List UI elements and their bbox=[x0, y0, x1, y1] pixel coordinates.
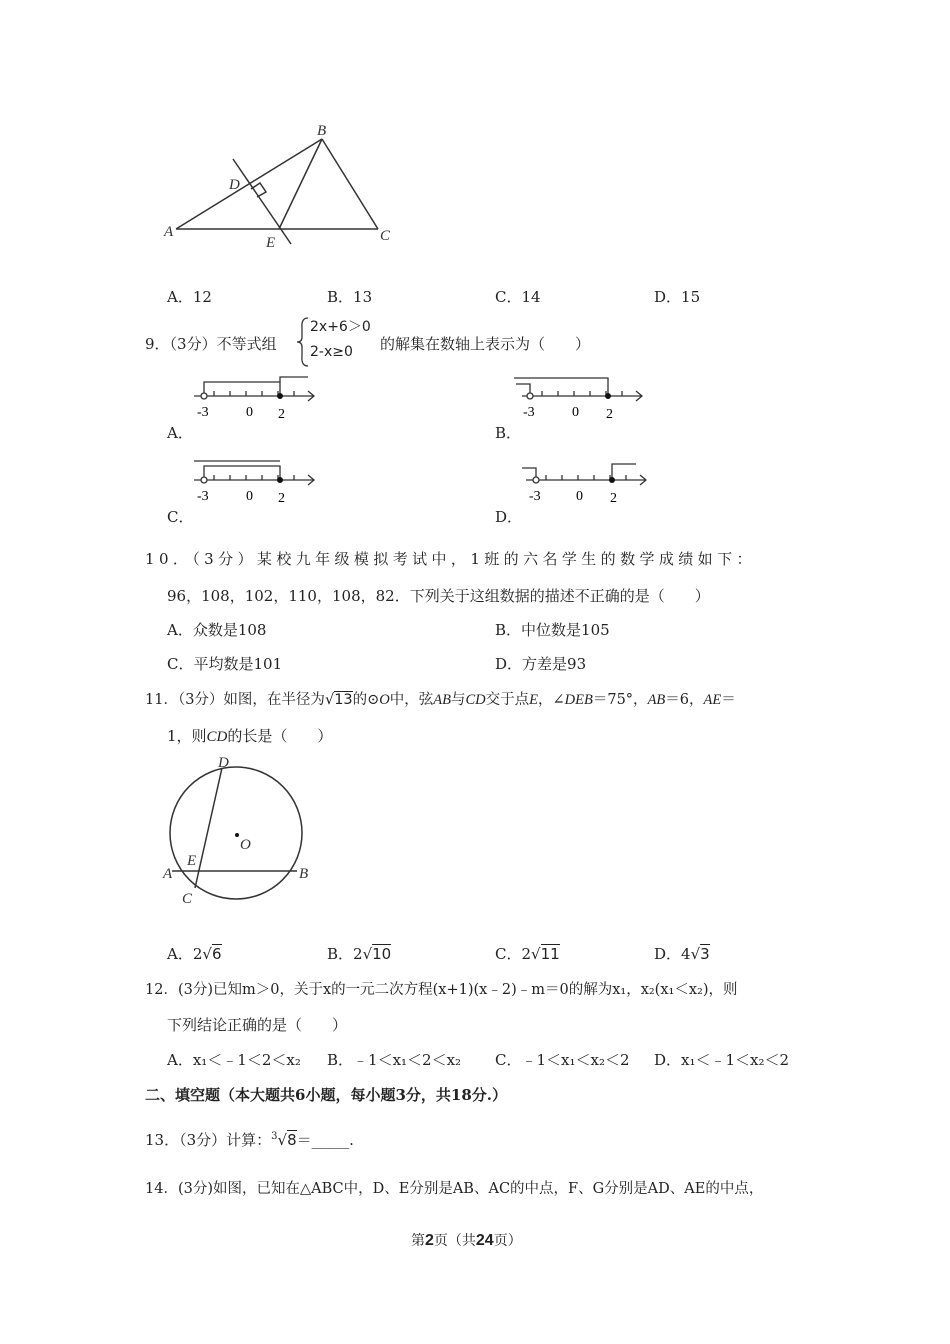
svg-text:0: 0 bbox=[246, 489, 253, 504]
q9-brace bbox=[296, 316, 310, 368]
q10-line1: 10．（3分）某校九年级模拟考试中，1班的六名学生的数学成绩如下： bbox=[145, 550, 756, 568]
q11-line2: 1，则CD的长是（ ） bbox=[167, 727, 333, 745]
q8-option-a: A．12 bbox=[167, 288, 212, 306]
q8-option-d: D．15 bbox=[654, 288, 701, 306]
q12-option-c: C．﹣1＜x₁＜x₂＜2 bbox=[495, 1051, 630, 1069]
q11-option-c: C．2√11 bbox=[495, 945, 560, 963]
q8-option-c: C．14 bbox=[495, 288, 541, 306]
label-B: B bbox=[317, 123, 327, 139]
q9-ineq2: 2-x≥0 bbox=[310, 344, 353, 360]
q12-line1: 12．(3分)已知m＞0，关于x的一元二次方程(x+1)(x﹣2)﹣m＝0的解为x₁，x₂(x₁＜x₂)，则 bbox=[145, 982, 738, 998]
svg-text:2: 2 bbox=[606, 407, 613, 422]
q12-option-d: D．x₁＜﹣1＜x₂＜2 bbox=[654, 1051, 790, 1069]
svg-text:0: 0 bbox=[576, 489, 583, 504]
label-E: E bbox=[266, 235, 276, 251]
q9-option-c-label: C． bbox=[167, 508, 194, 526]
q10-option-a: A．众数是108 bbox=[167, 621, 267, 639]
svg-text:-3: -3 bbox=[529, 489, 541, 504]
q13-line: 13．（3分）计算：$^3$√8＝_____. bbox=[145, 1131, 354, 1149]
svg-text:0: 0 bbox=[246, 405, 253, 420]
q9-option-a-label: A． bbox=[167, 424, 193, 442]
q8-figure bbox=[160, 118, 400, 258]
svg-text:0: 0 bbox=[572, 405, 579, 420]
q11-option-d: D．4√3 bbox=[654, 945, 710, 963]
q9-stem-prefix: 9．（3分）不等式组 bbox=[145, 335, 277, 353]
q9-numberline-d bbox=[516, 458, 651, 508]
page-footer: 第2页（共24页） bbox=[411, 1232, 522, 1249]
q12-option-b: B．﹣1＜x₁＜2＜x₂ bbox=[327, 1051, 462, 1069]
q11-option-b: B．2√10 bbox=[327, 945, 392, 963]
svg-text:-3: -3 bbox=[197, 405, 209, 420]
q14-line: 14．(3分)如图，已知在△ABC中，D、E分别是AB、AC的中点，F、G分别是AD、AE的中点， bbox=[145, 1181, 764, 1197]
q10-option-c: C．平均数是101 bbox=[167, 655, 283, 673]
label-C: C bbox=[182, 891, 193, 907]
label-A: A bbox=[163, 866, 173, 882]
label-O: O bbox=[240, 837, 251, 853]
svg-text:-3: -3 bbox=[523, 405, 535, 420]
q9-stem-suffix: 的解集在数轴上表示为（ ） bbox=[380, 335, 591, 353]
label-C: C bbox=[380, 228, 391, 244]
q9-option-b-label: B． bbox=[495, 424, 522, 442]
svg-text:-3: -3 bbox=[197, 489, 209, 504]
q9-numberline-b bbox=[512, 374, 647, 424]
q9-ineq1: 2x+6＞0 bbox=[310, 319, 371, 335]
q9-option-d-label: D． bbox=[495, 508, 523, 526]
q11-option-a: A．2√6 bbox=[167, 945, 222, 963]
label-E: E bbox=[187, 853, 197, 869]
q12-option-a: A．x₁＜﹣1＜2＜x₂ bbox=[167, 1051, 301, 1069]
q10-option-b: B．中位数是105 bbox=[495, 621, 610, 639]
q8-option-b: B．13 bbox=[327, 288, 373, 306]
q11-figure bbox=[160, 752, 320, 912]
svg-text:2: 2 bbox=[610, 491, 617, 506]
q10-option-d: D．方差是93 bbox=[495, 655, 587, 673]
q9-numberline-a bbox=[190, 374, 320, 424]
label-B: B bbox=[299, 866, 309, 882]
q11-line1: 11．（3分）如图，在半径为√13的⊙O中，弦AB与CD交于点E，∠DEB＝75°，AB＝6，AE＝ bbox=[145, 692, 736, 708]
label-A: A bbox=[164, 224, 174, 240]
label-D: D bbox=[229, 177, 240, 193]
svg-text:2: 2 bbox=[278, 407, 285, 422]
q9-numberline-c bbox=[190, 458, 320, 508]
q12-line2: 下列结论正确的是（ ） bbox=[167, 1016, 348, 1034]
sqrt-symbol: √ bbox=[324, 692, 335, 708]
svg-text:2: 2 bbox=[278, 491, 285, 506]
section-heading: 二、填空题（本大题共6小题，每小题3分，共18分.） bbox=[145, 1086, 507, 1104]
q10-line2: 96，108，102，110，108，82．下列关于这组数据的描述不正确的是（ ） bbox=[167, 587, 710, 605]
label-D: D bbox=[218, 755, 229, 771]
